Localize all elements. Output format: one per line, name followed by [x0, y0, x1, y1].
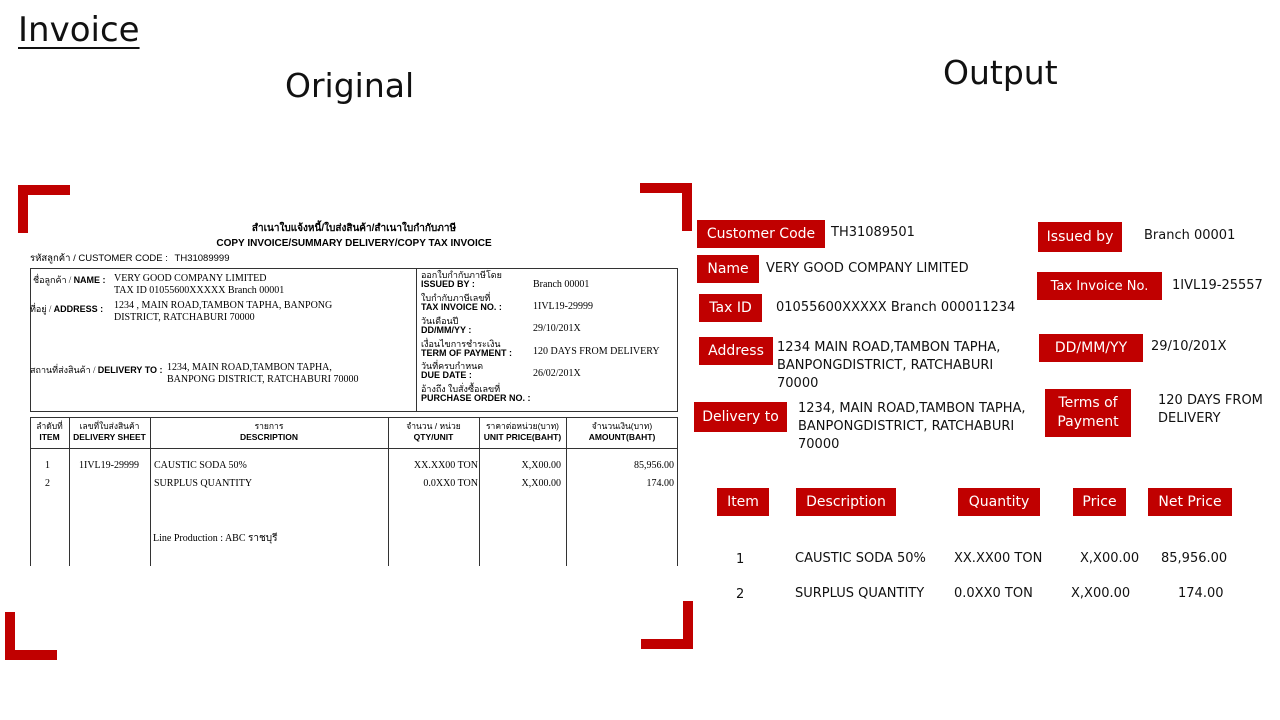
scan-address-line1: 1234 , MAIN ROAD,TAMBON TAPHA, BANPONG [114, 300, 333, 311]
label-terms-of-payment: Terms of Payment [1045, 389, 1131, 437]
value-address: 1234 MAIN ROAD,TAMBON TAPHA, BANPONGDISTRICT, RATCHABURI 70000 [777, 340, 1001, 391]
value-terms-of-payment: 120 DAYS FROM DELIVERY [1158, 393, 1263, 426]
scan-col-description: รายการ DESCRIPTION [239, 421, 299, 442]
row2-description: SURPLUS QUANTITY [795, 586, 925, 601]
header-price: Price [1073, 488, 1126, 516]
row1-description: CAUSTIC SODA 50% [795, 551, 926, 566]
output-heading: Output [943, 53, 1058, 92]
scan-tax-invoice-no: 1IVL19-29999 [533, 301, 593, 312]
value-tax-invoice-no: 1IVL19-25557 [1172, 278, 1263, 293]
scan-address-line2: DISTRICT, RATCHABURI 70000 [114, 312, 255, 323]
row1-net: 85,956.00 [1161, 551, 1228, 566]
scan-row1-amount: 85,956.00 [634, 460, 674, 471]
value-customer-code: TH31089501 [831, 225, 915, 240]
scan-name-line1: VERY GOOD COMPANY LIMITED [114, 273, 267, 284]
header-description: Description [796, 488, 896, 516]
row1-quantity: XX.XX00 TON [954, 551, 1043, 566]
row1-price: X,X00.00 [1080, 551, 1140, 566]
scan-customer-code: รหัสลูกค้า / CUSTOMER CODE : TH31089999 [30, 253, 230, 264]
header-quantity: Quantity [958, 488, 1040, 516]
original-heading: Original [285, 66, 415, 105]
corner-bracket-bottom-right [641, 601, 693, 649]
scan-header-divider [416, 268, 417, 412]
slide-title: Invoice [18, 10, 140, 50]
row2-price: X,X00.00 [1071, 586, 1131, 601]
label-tax-invoice-no: Tax Invoice No. [1037, 272, 1162, 300]
scan-due-date: 26/02/201X [533, 368, 581, 379]
value-delivery-to: 1234, MAIN ROAD,TAMBON TAPHA, BANPONGDISTRICT, RATCHABURI 70000 [798, 401, 1026, 452]
scan-row2-amount: 174.00 [646, 478, 674, 489]
row2-quantity: 0.0XX0 TON [954, 586, 1033, 601]
scan-row2-price: X,X00.00 [521, 478, 561, 489]
value-issued-by: Branch 00001 [1144, 228, 1236, 243]
scan-row1-sheet: 1IVL19-29999 [79, 460, 139, 471]
label-delivery-to: Delivery to [694, 402, 787, 432]
row1-item: 1 [736, 552, 745, 567]
header-net-price: Net Price [1148, 488, 1232, 516]
scan-col-amount: จำนวนเงิน(บาท) AMOUNT(BAHT) [588, 421, 656, 442]
scan-term: 120 DAYS FROM DELIVERY [533, 346, 660, 357]
scan-delivery-line1: 1234, MAIN ROAD,TAMBON TAPHA, [167, 362, 332, 373]
label-name: Name [697, 255, 759, 283]
scan-row2-qty: 0.0XX0 TON [423, 478, 478, 489]
scan-delivery-line2: BANPONG DISTRICT, RATCHABURI 70000 [167, 374, 359, 385]
label-issued-by: Issued by [1038, 222, 1122, 252]
label-date: DD/MM/YY [1039, 334, 1143, 362]
header-item: Item [717, 488, 769, 516]
corner-bracket-bottom-left [5, 612, 57, 660]
value-tax-id: 01055600XXXXX Branch 000011234 [776, 300, 1016, 315]
label-customer-code: Customer Code [697, 220, 825, 248]
row2-item: 2 [736, 587, 745, 602]
label-tax-id: Tax ID [699, 294, 762, 322]
scan-row2-item: 2 [45, 478, 50, 489]
scan-col-delivery-sheet: เลขที่ใบส่งสินค้า DELIVERY SHEET [73, 421, 146, 442]
original-invoice-scan: สำเนาใบแจ้งหนี้/ใบส่งสินค้า/สำเนาใบกำกับภาษี COPY INVOICE/SUMMARY DELIVERY/COPY TAX INVOICE รหัสลูกค้า / CUSTOMER CODE : TH31089999 ชื่อลูกค้า / NAME : VERY GOOD COMPANY LIMITED TAX ID 01055600XXXXX Branch 00001 ที่อยู่ / ADDRESS : 1234 , MAIN ROAD,TAMBON TAPHA, BANPONG DISTRICT, RATCHABURI 70000 สถานที่ส่งสินค้า / DELIVERY TO : 1234, MAIN ROAD,TAMBON TAPHA, BANPONG DISTRICT, RATCHABURI 70000 ออกใบกำกับภาษีโดย ISSUED BY : Branch 00001 ใบกำกับภาษีเลขที่ TAX INVOICE NO. : 1IVL19-29999 วันเดือนปี DD/MM/YY : 29/10/201X เงื่อนไขการชำระเงิน TERM OF PAYMENT : 120 DAYS FROM DELIVERY วันที่ครบกำหนด DUE DATE : 26/02/201X อ้างถึง ใบสั่งซื้อเลขที่ PURCHASE ORDER NO. : ลำดับที่ ITEM เลขที่ใบส่งสินค้า DELIVERY SHEET รายการ DESCRIPTION จำนวน / หน่วย QTY/UNIT ราคาต่อหน่วย(บาท) UNIT PRICE(BAHT) จำนวนเงิน(บาท) AMOUNT(BAHT) 1 1IVL19-29999 CAUSTIC SODA 50% XX.XX00 TON X,X00.00 85,956.00 2 SURPLUS QUANTITY 0.0XX0 TON X,X00.00 174.00 Line Production : ABC ราชบุรี [28, 213, 680, 566]
scan-col-unit-price: ราคาต่อหน่วย(บาท) UNIT PRICE(BAHT) [483, 421, 562, 442]
value-name: VERY GOOD COMPANY LIMITED [766, 261, 969, 276]
scan-issued-by: Branch 00001 [533, 279, 590, 290]
scan-date: 29/10/201X [533, 323, 581, 334]
scan-name-line2: TAX ID 01055600XXXXX Branch 00001 [114, 285, 285, 296]
scan-line-production: Line Production : ABC ราชบุรี [153, 533, 278, 544]
scan-row2-desc: SURPLUS QUANTITY [154, 478, 253, 489]
scan-row1-price: X,X00.00 [521, 460, 561, 471]
scan-row1-qty: XX.XX00 TON [413, 460, 478, 471]
scan-title-thai: สำเนาใบแจ้งหนี้/ใบส่งสินค้า/สำเนาใบกำกับภาษี [251, 223, 457, 234]
scan-title: COPY INVOICE/SUMMARY DELIVERY/COPY TAX INVOICE [216, 238, 492, 249]
scan-row1-item: 1 [45, 460, 50, 471]
row2-net: 174.00 [1178, 586, 1224, 601]
scan-row1-desc: CAUSTIC SODA 50% [154, 460, 247, 471]
scan-col-qty: จำนวน / หน่วย QTY/UNIT [406, 421, 461, 442]
scan-col-item: ลำดับที่ ITEM [36, 421, 63, 442]
value-date: 29/10/201X [1151, 339, 1227, 354]
label-address: Address [699, 337, 773, 365]
